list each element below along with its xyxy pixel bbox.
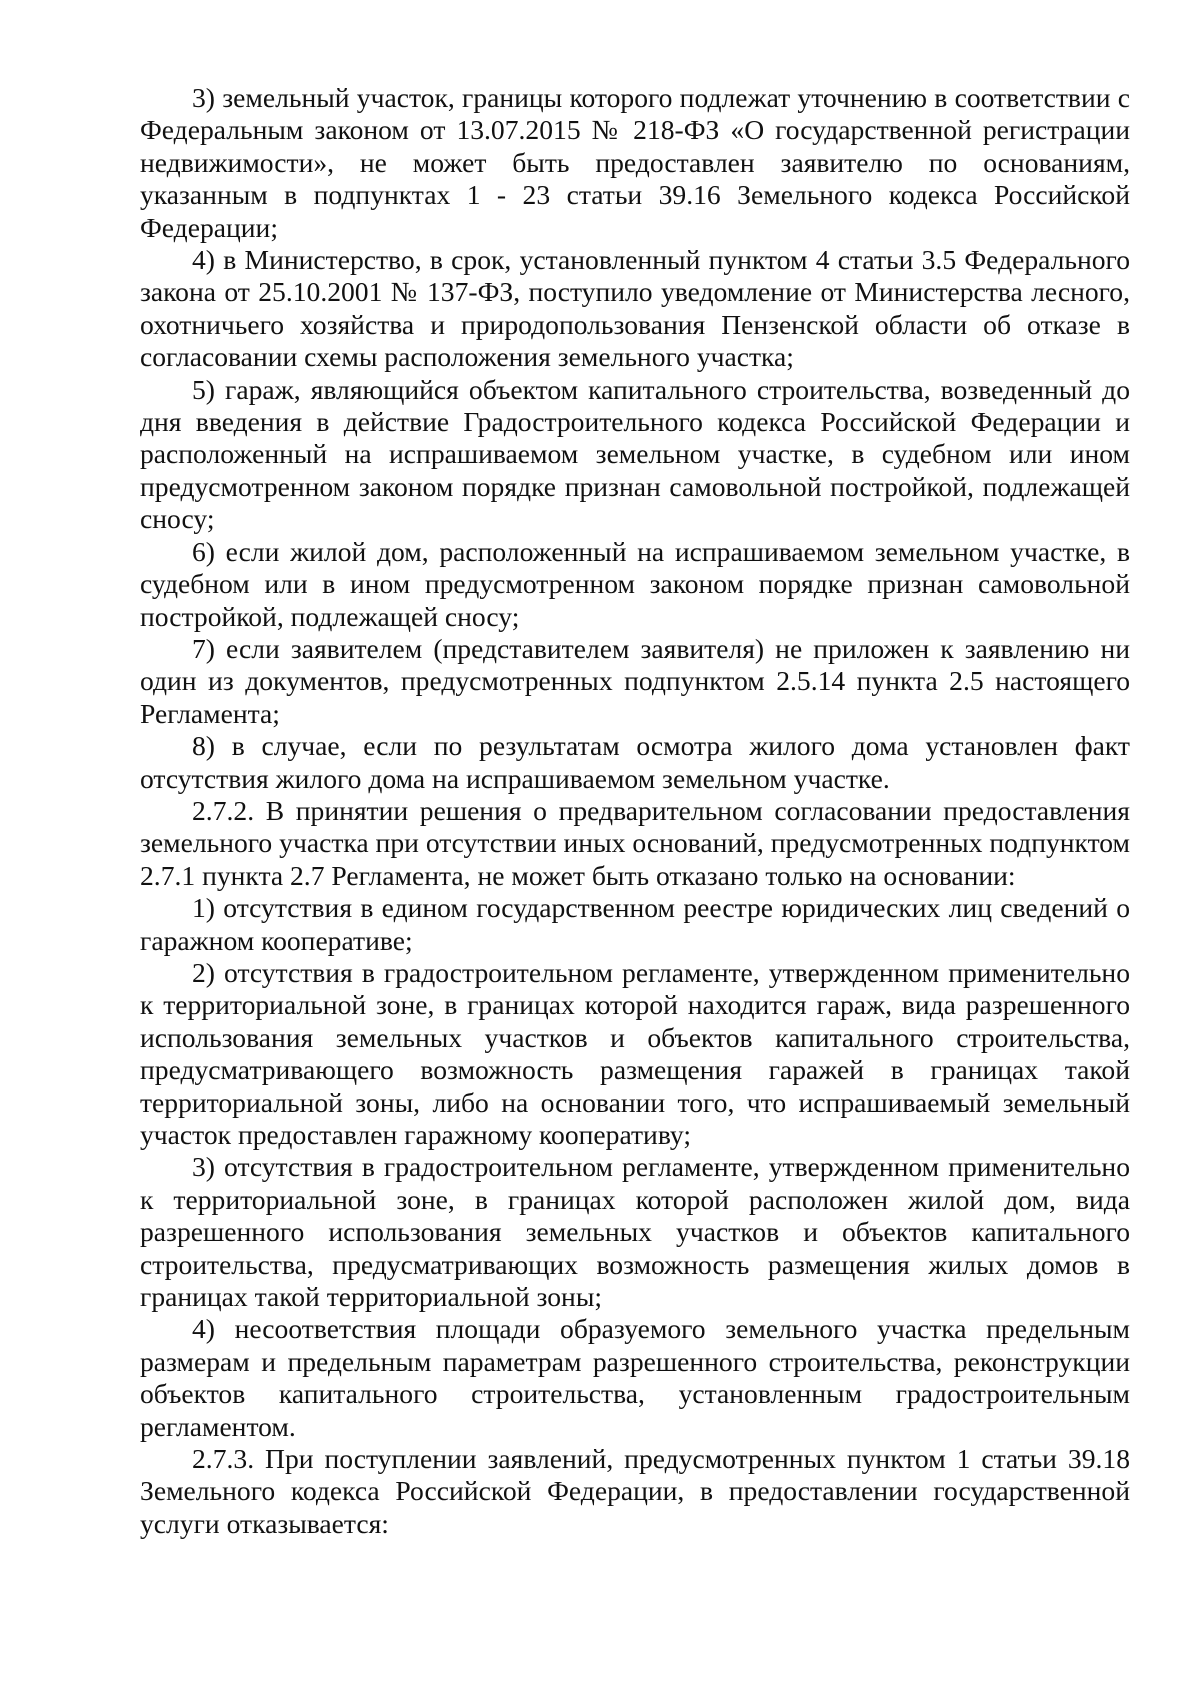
paragraph-item-4-ministry-notice: 4) в Министерство, в срок, установленный пунктом 4 статьи 3.5 Федерального закона от 25.10.2001 № 137-ФЗ, поступило уведомление от Министерства лесного, охотничьего хозяйства и природопользования Пензенской области об отказе в согласовании схемы расположения земельного участка; bbox=[140, 244, 1130, 373]
paragraph-section-2-7-2: 2.7.2. В принятии решения о предварительном согласовании предоставления земельного участка при отсутствии иных оснований, предусмотренных подпунктом 2.7.1 пункта 2.7 Регламента, не может быть отказано только на основании: bbox=[140, 794, 1130, 891]
paragraph-2-7-2-item-1: 1) отсутствия в едином государственном реестре юридических лиц сведений о гаражном кооперативе; bbox=[140, 892, 1130, 956]
paragraph-2-7-2-item-4: 4) несоответствия площади образуемого земельного участка предельным размерам и предельным параметрам разрешенного строительства, реконструкции объектов капитального строительства, установленным градостроительным регламентом. bbox=[140, 1313, 1130, 1442]
paragraph-item-6-house: 6) если жилой дом, расположенный на испрашиваемом земельном участке, в судебном или в ином предусмотренном законом порядке признан самовольной постройкой, подлежащей сносу; bbox=[140, 535, 1130, 632]
paragraph-section-2-7-3: 2.7.3. При поступлении заявлений, предусмотренных пунктом 1 статьи 39.18 Земельного кодекса Российской Федерации, в предоставлении государственной услуги отказывается: bbox=[140, 1443, 1130, 1539]
paragraph-2-7-2-item-3: 3) отсутствия в градостроительном регламенте, утвержденном применительно к территориальной зоне, в границах которой расположен жилой дом, вида разрешенного использования земельных участков и объектов капитального строительства, предусматривающих возможность размещения жилых домов в границах такой территориальной зоны; bbox=[140, 1151, 1130, 1313]
paragraph-item-3-land-plot: 3) земельный участок, границы которого подлежат уточнению в соответствии с Федеральным законом от 13.07.2015 № 218-ФЗ «О государственной регистрации недвижимости», не может быть предоставлен заявителю по основаниям, указанным в подпунктах 1 - 23 статьи 39.16 Земельного кодекса Российской Федерации; bbox=[140, 82, 1130, 243]
paragraph-item-7-documents: 7) если заявителем (представителем заявителя) не приложен к заявлению ни один из документов, предусмотренных подпунктом 2.5.14 пункта 2.5 настоящего Регламента; bbox=[140, 632, 1130, 729]
paragraph-item-8-inspection: 8) в случае, если по результатам осмотра жилого дома установлен факт отсутствия жилого дома на испрашиваемом земельном участке. bbox=[140, 730, 1130, 794]
paragraph-item-5-garage: 5) гараж, являющийся объектом капитального строительства, возведенный до дня введения в действие Градостроительного кодекса Российской Федерации и расположенный на испрашиваемом земельном участке, в судебном или ином предусмотренном законом порядке признан самовольной постройкой, подлежащей сносу; bbox=[140, 373, 1130, 535]
paragraph-2-7-2-item-2: 2) отсутствия в градостроительном регламенте, утвержденном применительно к территориальной зоне, в границах которой находится гараж, вида разрешенного использования земельных участков и объектов капитального строительства, предусматривающего возможность размещения гаражей в границах такой территориальной зоны, либо на основании того, что испрашиваемый земельный участок предоставлен гаражному кооперативу; bbox=[140, 956, 1130, 1150]
document-page bbox=[140, 82, 1130, 1540]
